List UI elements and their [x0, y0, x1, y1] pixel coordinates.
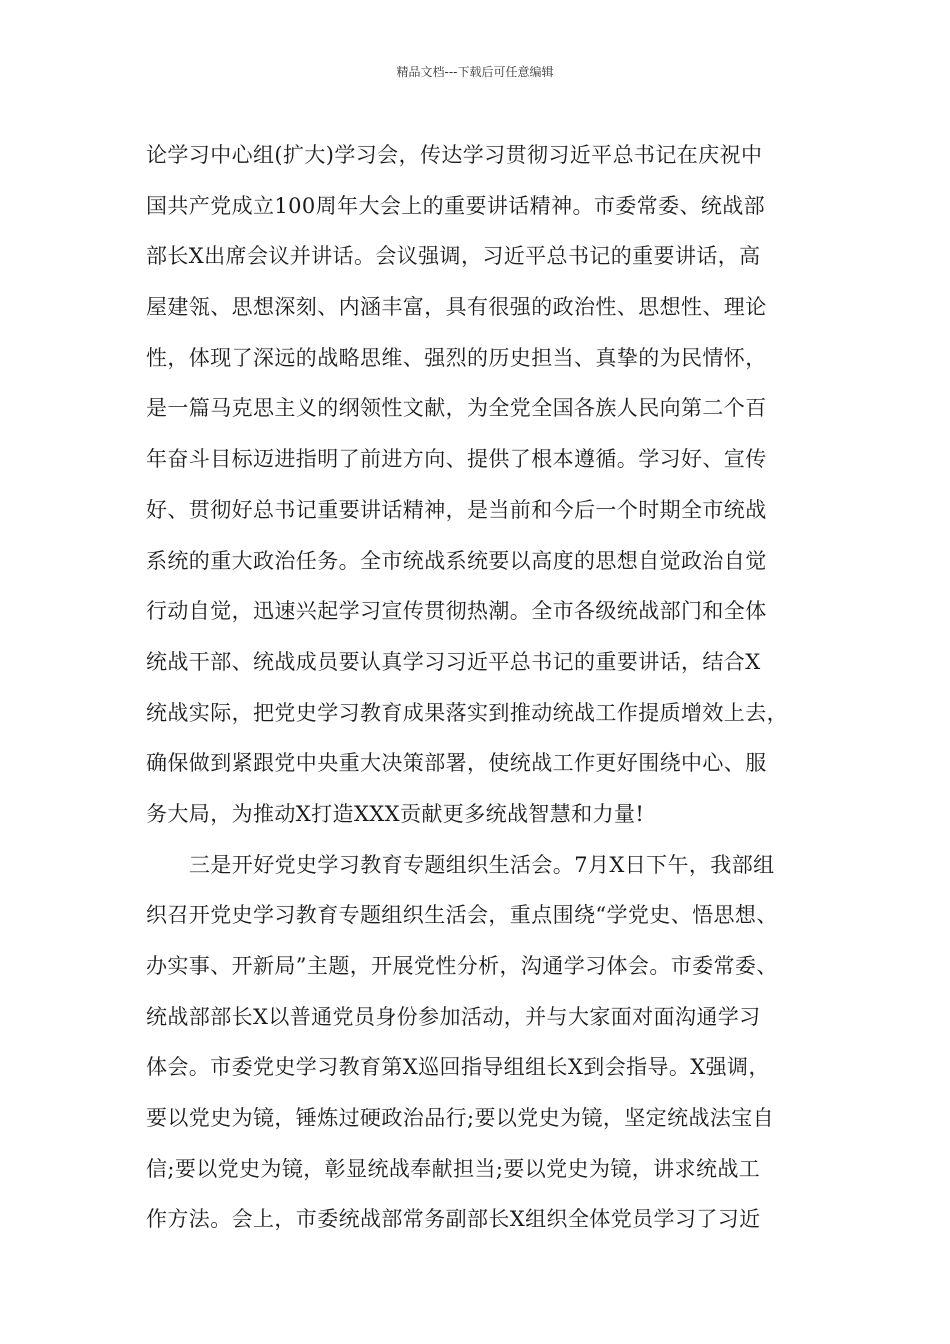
text-line: 办实事、开新局”主题，开展党性分析，沟通学习体会。市委常委、 [146, 954, 778, 978]
text-line: 体会。市委党史学习教育第X巡回指导组组长X到会指导。X强调， [146, 1055, 770, 1080]
text-line: 统战干部、统战成员要认真学习习近平总书记的重要讲话，结合X [146, 649, 761, 674]
text-line: 论学习中心组(扩大)学习会，传达学习贯彻习近平总书记在庆祝中 [146, 143, 763, 167]
document-body [146, 130, 826, 1245]
text-line: 是一篇马克思主义的纲领性文献，为全党全国各族人民向第二个百 [146, 396, 767, 421]
text-line: 性，体现了深远的战略思维、强烈的历史担当、真挚的为民情怀， [146, 345, 767, 370]
paragraph-first-line: 三是开好党史学习教育专题组织生活会。7月X日下午，我部组 [189, 852, 775, 877]
text-line: 好、贯彻好总书记重要讲话精神，是当前和今后一个时期全市统战 [146, 497, 767, 522]
text-line: 务大局，为推动X打造XXX贡献更多统战智慧和力量! [146, 801, 645, 826]
text-line: 年奋斗目标迈进指明了前进方向、提供了根本遵循。学习好、宣传 [146, 447, 767, 472]
text-line: 系统的重大政治任务。全市统战系统要以高度的思想自觉政治自觉 [146, 548, 767, 573]
text-line: 国共产党成立100周年大会上的重要讲话精神。市委常委、统战部 [146, 193, 766, 218]
text-line: 屋建瓴、思想深刻、内涵丰富，具有很强的政治性、思想性、理论 [146, 295, 767, 320]
page-header: 精品文档---下载后可任意编辑 [396, 65, 554, 79]
text-line: 织召开党史学习教育专题组织生活会，重点围绕“学党史、悟思想、 [146, 903, 778, 928]
text-line: 作方法。会上，市委统战部常务副部长X组织全体党员学习了习近 [146, 1207, 761, 1232]
text-line: 要以党史为镜，锤炼过硬政治品行;要以党史为镜，坚定统战法宝自 [146, 1106, 775, 1131]
text-line: 行动自觉，迅速兴起学习宣传贯彻热潮。全市各级统战部门和全体 [146, 599, 767, 624]
text-line: 统战实际，把党史学习教育成果落实到推动统战工作提质增效上去， [146, 700, 788, 725]
text-line: 信;要以党史为镜，彰显统战奉献担当;要以党史为镜，讲求统战工 [146, 1156, 761, 1181]
text-line: 部长X出席会议并讲话。会议强调，习近平总书记的重要讲话，高 [146, 244, 761, 269]
text-line: 统战部部长X以普通党员身份参加活动，并与大家面对面沟通学习 [146, 1004, 761, 1029]
text-line: 确保做到紧跟党中央重大决策部署，使统战工作更好围绕中心、服 [146, 751, 767, 776]
